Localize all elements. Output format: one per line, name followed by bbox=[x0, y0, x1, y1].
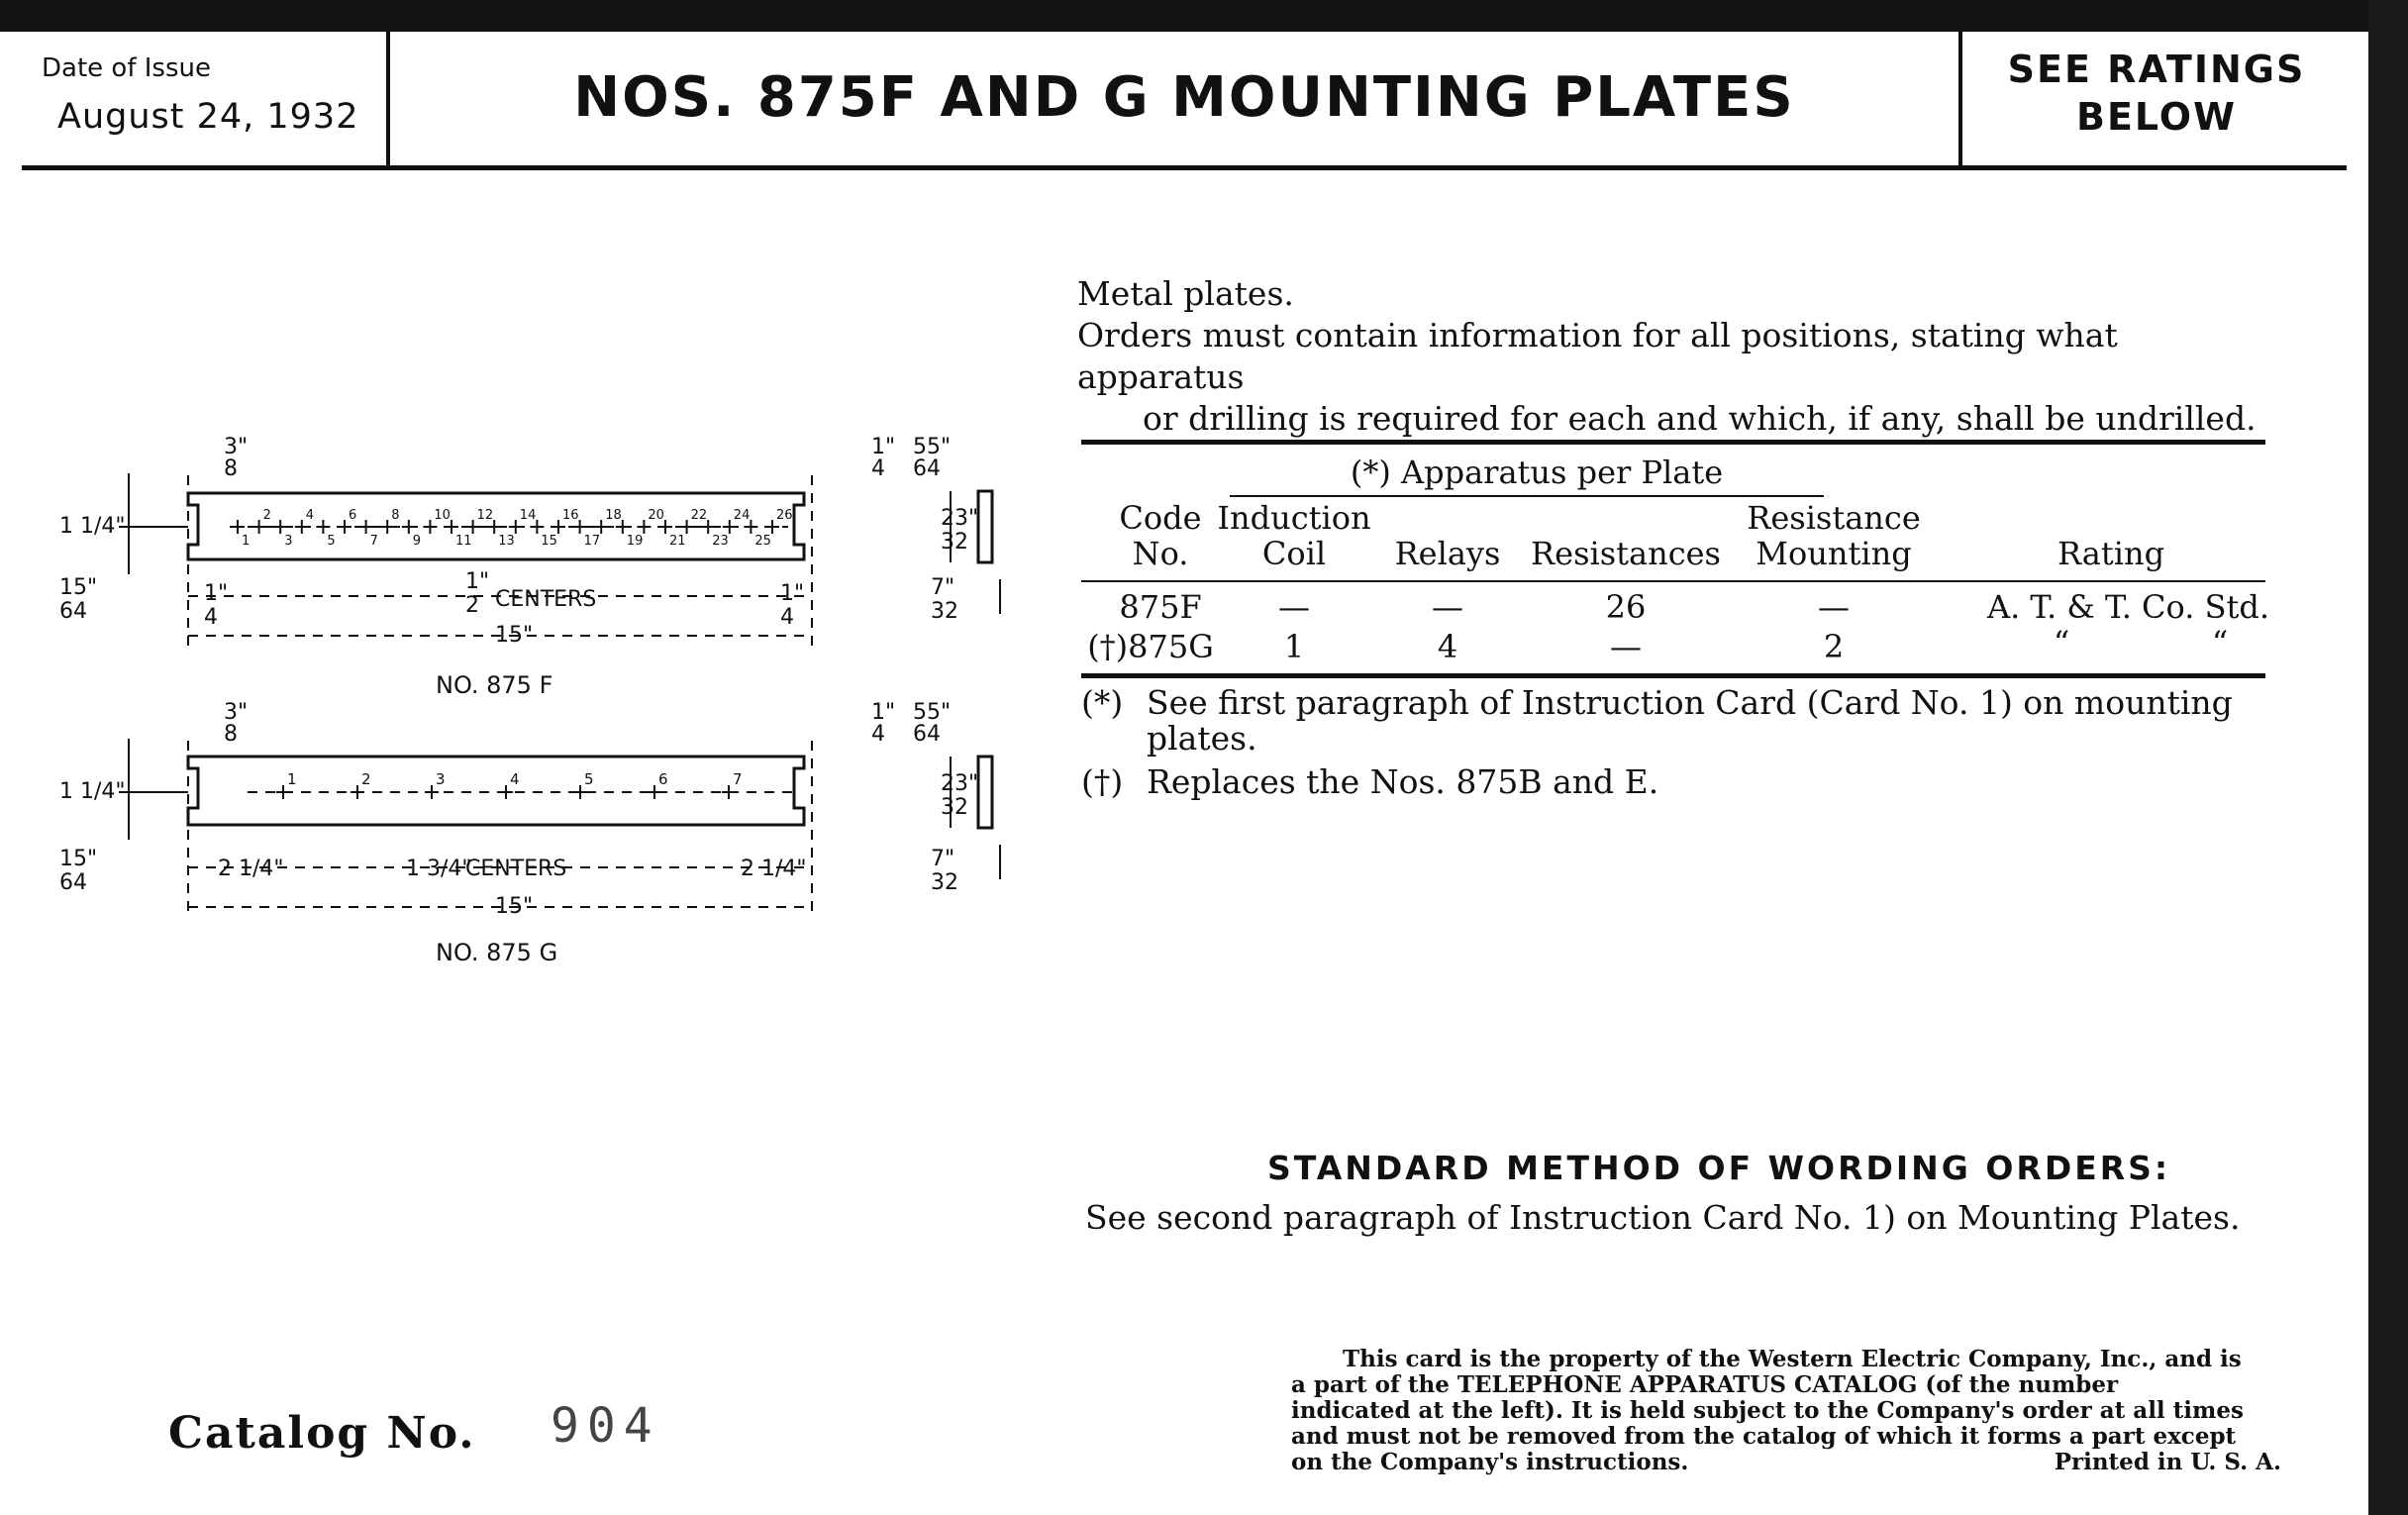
hole-number: 9 bbox=[412, 534, 422, 549]
svg-text:2 1/4": 2 1/4" bbox=[218, 857, 284, 881]
hole-number: 26 bbox=[776, 508, 793, 523]
header-mounting-1: Resistance bbox=[1747, 499, 1921, 537]
note-dagger bbox=[1081, 764, 2269, 800]
row2-rating-ditto-1: “ bbox=[2053, 624, 2070, 661]
svg-text:2 1/4": 2 1/4" bbox=[741, 857, 807, 881]
property-line-5: on the Company's instructions. bbox=[1291, 1449, 1689, 1475]
row2-mounting: 2 bbox=[1823, 628, 1845, 665]
svg-text:32: 32 bbox=[931, 599, 958, 624]
standard-method-text: See second paragraph of Instruction Card No. 1) on Mounting Plates. bbox=[1085, 1198, 2241, 1237]
hole-number: 5 bbox=[584, 770, 594, 788]
card-header bbox=[22, 32, 2347, 170]
row2-rating-ditto-2: “ bbox=[2211, 624, 2229, 661]
row2-relays: 4 bbox=[1437, 628, 1458, 665]
hole-number: 20 bbox=[648, 508, 664, 523]
page-title: NOS. 875F AND G MOUNTING PLATES bbox=[573, 65, 1795, 130]
svg-text:4: 4 bbox=[871, 456, 885, 481]
hole-number: 17 bbox=[583, 534, 601, 549]
svg-text:32: 32 bbox=[941, 530, 968, 555]
intro-line-2: Orders must contain information for all positions, stating what apparatus bbox=[1077, 316, 2118, 396]
row2-induction: 1 bbox=[1283, 628, 1305, 665]
printed-in-usa: Printed in U. S. A. bbox=[2054, 1449, 2281, 1475]
hole-number: 1 bbox=[242, 534, 251, 549]
property-line-3: indicated at the left). It is held subject to the Company's order at all times bbox=[1291, 1397, 2244, 1424]
property-line-2: a part of the TELEPHONE APPARATUS CATALOG (of the number bbox=[1291, 1371, 2119, 1398]
header-code-2: No. bbox=[1132, 535, 1189, 572]
intro-line-3: or drilling is required for each and which, if any, shall be undrilled. bbox=[1143, 399, 2257, 438]
svg-text:64: 64 bbox=[913, 456, 941, 481]
svg-text:3": 3" bbox=[224, 700, 249, 725]
hole-number: 16 bbox=[562, 508, 579, 523]
plate-edge-view bbox=[978, 757, 992, 828]
svg-text:32: 32 bbox=[941, 795, 968, 820]
property-notice bbox=[1291, 1347, 2281, 1475]
hole-number: 11 bbox=[455, 534, 472, 549]
row1-induction: — bbox=[1278, 588, 1310, 626]
hole-number: 12 bbox=[476, 508, 494, 523]
date-of-issue-box bbox=[22, 32, 390, 168]
header-mounting-2: Mounting bbox=[1756, 535, 1912, 572]
row1-code: 875F bbox=[1119, 588, 1202, 626]
hole-number: 7 bbox=[733, 770, 743, 788]
row1-rating: A. T. & T. Co. Std. bbox=[1986, 588, 2269, 626]
svg-text:15": 15" bbox=[59, 575, 98, 600]
diagram-875f-drawing bbox=[59, 426, 1030, 713]
centers-label-g: CENTERS bbox=[465, 857, 567, 881]
standard-method-heading: STANDARD METHOD OF WORDING ORDERS: bbox=[1267, 1149, 2171, 1187]
note-mark: (†) bbox=[1081, 762, 1124, 801]
svg-text:1": 1" bbox=[465, 569, 490, 594]
note-text: Replaces the Nos. 875B and E. bbox=[1147, 762, 1659, 801]
property-last-line bbox=[1291, 1450, 2281, 1475]
ratings-box bbox=[1958, 32, 2351, 168]
hole-number: 3 bbox=[436, 770, 446, 788]
centers-label-f: CENTERS bbox=[495, 587, 597, 612]
property-line-4: and must not be removed from the catalog of which it forms a part except bbox=[1291, 1423, 2237, 1450]
svg-text:1 3/4": 1 3/4" bbox=[406, 857, 472, 881]
svg-text:1 1/4": 1 1/4" bbox=[59, 514, 126, 539]
row1-relays: — bbox=[1432, 588, 1463, 626]
hole-number: 14 bbox=[519, 508, 537, 523]
svg-text:8: 8 bbox=[224, 456, 238, 481]
svg-text:4: 4 bbox=[871, 722, 885, 747]
hole-number: 4 bbox=[510, 770, 520, 788]
hole-number: 5 bbox=[327, 534, 336, 549]
note-mark: (*) bbox=[1081, 683, 1124, 722]
svg-text:8: 8 bbox=[224, 722, 238, 747]
svg-text:2: 2 bbox=[465, 593, 479, 618]
hole-number: 1 bbox=[287, 770, 297, 788]
hole-number: 18 bbox=[605, 508, 622, 523]
property-line-1: This card is the property of the Western Electric Company, Inc., and is bbox=[1343, 1346, 2242, 1372]
svg-text:15": 15" bbox=[59, 847, 98, 871]
svg-text:4: 4 bbox=[780, 605, 794, 630]
diagram-caption-f: NO. 875 F bbox=[436, 671, 553, 699]
diagram-875g bbox=[59, 691, 1030, 978]
right-border bbox=[2368, 0, 2408, 1515]
svg-text:32: 32 bbox=[931, 870, 958, 895]
top-border bbox=[0, 0, 2408, 32]
table-notes bbox=[1081, 685, 2269, 808]
table-bottom-rule bbox=[1081, 673, 2265, 678]
catalog-number: 904 bbox=[551, 1398, 660, 1454]
hole-number: 25 bbox=[754, 534, 771, 549]
header-rule bbox=[22, 165, 2347, 170]
hole-number: 21 bbox=[669, 534, 686, 549]
svg-text:7": 7" bbox=[931, 575, 955, 600]
group-underline bbox=[1230, 495, 1824, 497]
diagram-875f bbox=[59, 426, 1030, 713]
header-relays: Relays bbox=[1394, 535, 1501, 572]
hole-number: 6 bbox=[349, 508, 357, 523]
length-label-f: 15" bbox=[495, 623, 534, 648]
hole-number: 8 bbox=[391, 508, 400, 523]
svg-text:55": 55" bbox=[913, 700, 952, 725]
hole-number: 13 bbox=[498, 534, 515, 549]
diagram-875g-drawing bbox=[59, 691, 1030, 978]
hole-number: 4 bbox=[305, 508, 315, 523]
row1-mounting: — bbox=[1818, 588, 1850, 626]
header-induction-2: Coil bbox=[1261, 535, 1327, 572]
header-rating: Rating bbox=[2057, 535, 2165, 572]
hole-number: 7 bbox=[369, 534, 378, 549]
svg-text:23": 23" bbox=[941, 771, 979, 796]
plate-edge-view bbox=[978, 491, 992, 562]
date-label: Date of Issue bbox=[42, 53, 211, 83]
diagram-caption-g: NO. 875 G bbox=[436, 939, 558, 966]
svg-text:1": 1" bbox=[204, 581, 229, 606]
note-asterisk bbox=[1081, 685, 2269, 757]
header-induction-1: Induction bbox=[1217, 499, 1371, 537]
svg-text:1": 1" bbox=[871, 700, 896, 725]
hole-number: 24 bbox=[733, 508, 751, 523]
svg-text:7": 7" bbox=[931, 847, 955, 871]
row1-resistances: 26 bbox=[1605, 588, 1647, 626]
hole-number: 10 bbox=[434, 508, 451, 523]
svg-text:64: 64 bbox=[59, 870, 87, 895]
svg-text:4: 4 bbox=[204, 605, 218, 630]
row2-resistances: — bbox=[1610, 628, 1642, 665]
hole-number: 3 bbox=[284, 534, 293, 549]
hole-number: 15 bbox=[541, 534, 557, 549]
svg-text:64: 64 bbox=[59, 599, 87, 624]
date-value: August 24, 1932 bbox=[57, 97, 359, 137]
svg-text:55": 55" bbox=[913, 435, 952, 459]
group-header: (*) Apparatus per Plate bbox=[1350, 454, 1724, 491]
hole-centers-875g bbox=[276, 770, 743, 799]
svg-text:64: 64 bbox=[913, 722, 941, 747]
length-label-g: 15" bbox=[495, 894, 534, 919]
hole-number: 22 bbox=[690, 508, 708, 523]
hole-number: 2 bbox=[262, 508, 271, 523]
hole-centers-875f bbox=[231, 508, 793, 549]
plate-outline bbox=[188, 757, 804, 825]
table-top-rule bbox=[1081, 440, 2265, 445]
intro-text bbox=[1077, 273, 2265, 440]
hole-number: 23 bbox=[712, 534, 729, 549]
ratings-note bbox=[1962, 46, 2351, 141]
svg-text:1": 1" bbox=[871, 435, 896, 459]
header-resistances: Resistances bbox=[1531, 535, 1721, 572]
hole-number: 6 bbox=[658, 770, 668, 788]
svg-text:3": 3" bbox=[224, 435, 249, 459]
hole-number: 19 bbox=[626, 534, 644, 549]
ratings-line-1: SEE RATINGS bbox=[2007, 48, 2306, 91]
catalog-label: Catalog No. bbox=[168, 1408, 476, 1459]
hole-number: 2 bbox=[361, 770, 371, 788]
note-text: See first paragraph of Instruction Card (Card No. 1) on mounting plates. bbox=[1147, 683, 2233, 758]
svg-text:1": 1" bbox=[780, 581, 805, 606]
table-header-rule bbox=[1081, 580, 2265, 582]
svg-text:23": 23" bbox=[941, 506, 979, 531]
row2-code: (†)875G bbox=[1087, 628, 1214, 665]
header-code-1: Code bbox=[1119, 499, 1202, 537]
ratings-line-2: BELOW bbox=[2076, 95, 2237, 139]
intro-line-1: Metal plates. bbox=[1077, 274, 1294, 313]
svg-text:1 1/4": 1 1/4" bbox=[59, 779, 126, 804]
